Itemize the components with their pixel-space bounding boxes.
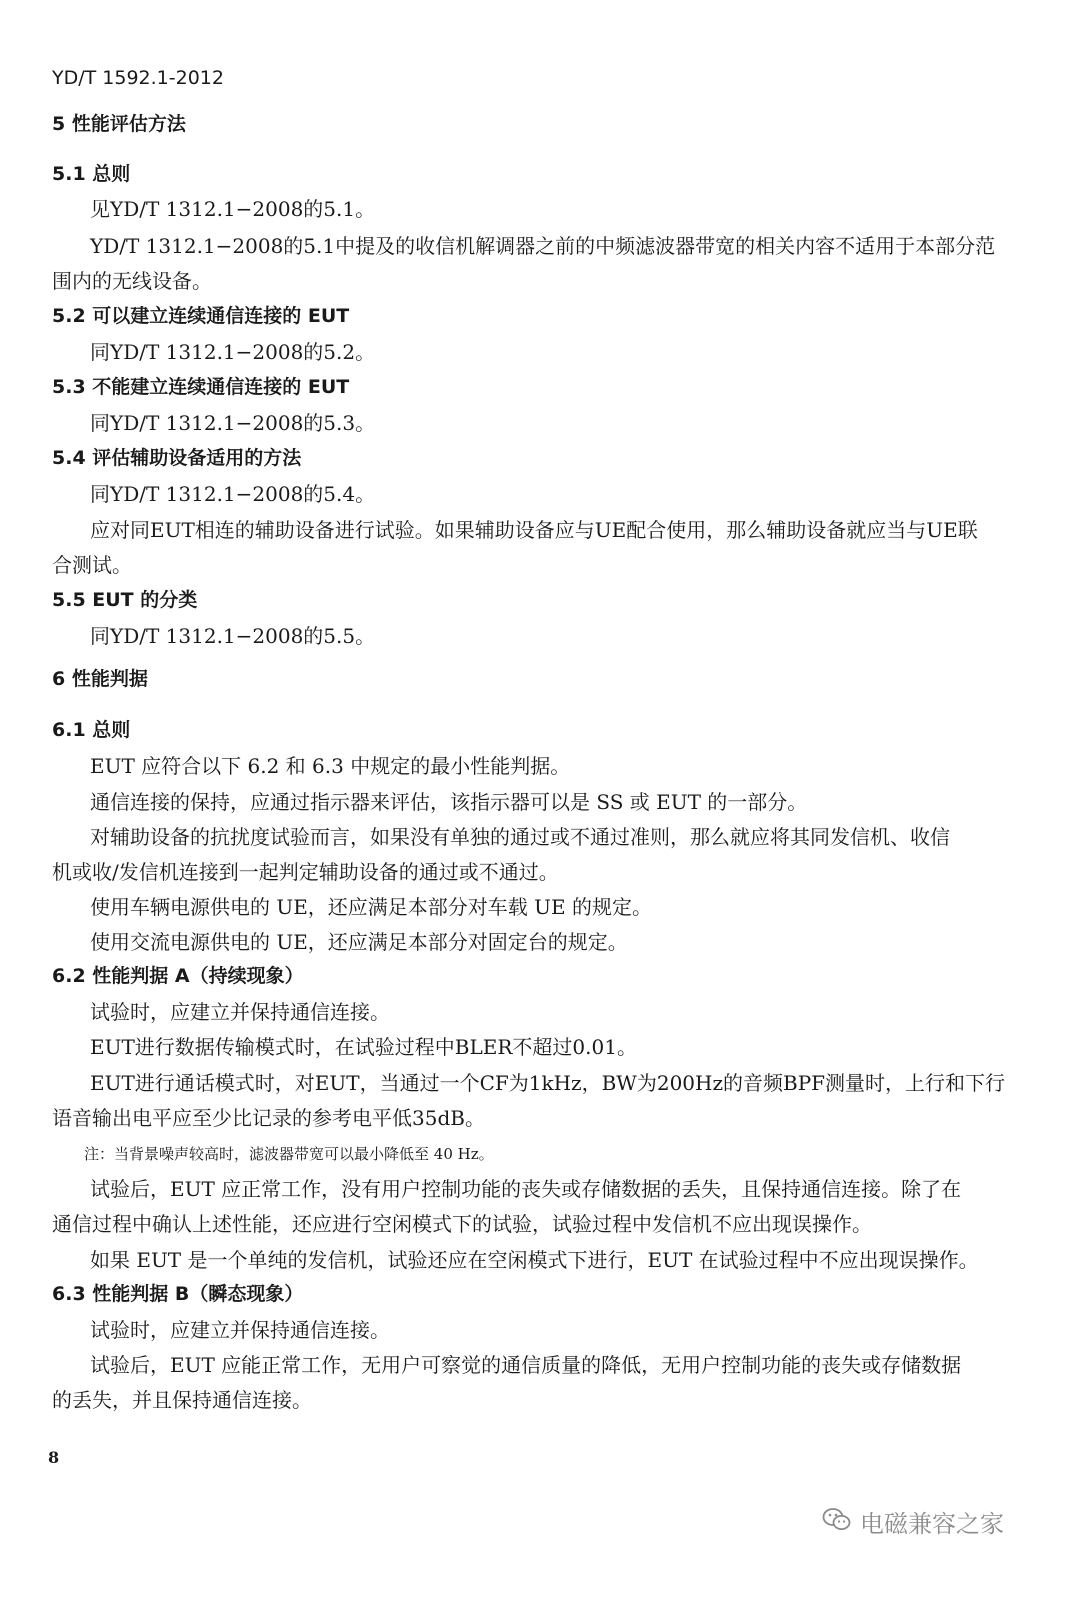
section-heading: 5 性能评估方法	[52, 113, 186, 135]
paragraph-line: 试验时，应建立并保持通信连接。	[90, 1000, 390, 1024]
page-number: 8	[48, 1448, 60, 1467]
paragraph-line: 使用车辆电源供电的 UE，还应满足本部分对车载 UE 的规定。	[90, 895, 652, 919]
paragraph-line: 合测试。	[52, 553, 132, 577]
paragraph-line: 应对同EUT相连的辅助设备进行试验。如果辅助设备应与UE配合使用，那么辅助设备就应当与UE联	[90, 518, 978, 542]
subsection-heading: 5.2 可以建立连续通信连接的 EUT	[52, 305, 350, 327]
paragraph-line: 如果 EUT 是一个单纯的发信机，试验还应在空闲模式下进行，EUT 在试验过程中不应出现误操作。	[90, 1248, 979, 1272]
paragraph-line: 同YD/T 1312.1−2008的5.5。	[90, 624, 376, 648]
paragraph-line: YD/T 1312.1−2008的5.1中提及的收信机解调器之前的中频滤波器带宽的相关内容不适用于本部分范	[90, 234, 996, 258]
subsection-heading: 5.4 评估辅助设备适用的方法	[52, 447, 302, 469]
watermark	[822, 1504, 1004, 1539]
paragraph-line: EUT进行数据传输模式时，在试验过程中BLER不超过0.01。	[90, 1035, 637, 1059]
paragraph-line: 围内的无线设备。	[52, 269, 212, 293]
paragraph-line: 见YD/T 1312.1−2008的5.1。	[90, 197, 376, 221]
paragraph-line: EUT 应符合以下 6.2 和 6.3 中规定的最小性能判据。	[90, 754, 571, 778]
paragraph-line: 机或收/发信机连接到一起判定辅助设备的通过或不通过。	[52, 860, 559, 884]
subsection-heading: 5.1 总则	[52, 163, 131, 185]
paragraph-line: 同YD/T 1312.1−2008的5.3。	[90, 411, 376, 435]
paragraph-line: EUT进行通话模式时，对EUT，当通过一个CF为1kHz，BW为200Hz的音频BPF测量时，上行和下行	[90, 1071, 1006, 1095]
paragraph-line: 使用交流电源供电的 UE，还应满足本部分对固定台的规定。	[90, 930, 628, 954]
paragraph-line: 同YD/T 1312.1−2008的5.4。	[90, 482, 376, 506]
subsection-heading: 5.3 不能建立连续通信连接的 EUT	[52, 376, 350, 398]
paragraph-line: 通信连接的保持，应通过指示器来评估，该指示器可以是 SS 或 EUT 的一部分。	[90, 790, 808, 814]
watermark-text: 电磁兼容之家	[860, 1510, 1004, 1538]
subsection-heading: 6.2 性能判据 A（持续现象）	[52, 965, 304, 987]
note-line: 注：当背景噪声较高时，滤波器带宽可以最小降低至 40 Hz。	[84, 1145, 494, 1163]
paragraph-line: 试验后，EUT 应能正常工作，无用户可察觉的通信质量的降低，无用户控制功能的丧失或存储数据	[90, 1353, 962, 1377]
section-heading: 6 性能判据	[52, 668, 148, 690]
wechat-icon	[822, 1507, 852, 1537]
standard-number: YD/T 1592.1-2012	[52, 67, 224, 89]
subsection-heading: 6.3 性能判据 B（瞬态现象）	[52, 1283, 304, 1305]
paragraph-line: 试验后，EUT 应正常工作，没有用户控制功能的丧失或存储数据的丢失，且保持通信连接。除了在	[90, 1177, 962, 1201]
paragraph-line: 同YD/T 1312.1−2008的5.2。	[90, 340, 376, 364]
paragraph-line: 语音输出电平应至少比记录的参考电平低35dB。	[52, 1106, 485, 1130]
subsection-heading: 5.5 EUT 的分类	[52, 589, 198, 611]
paragraph-line: 试验时，应建立并保持通信连接。	[90, 1318, 390, 1342]
paragraph-line: 的丢失，并且保持通信连接。	[52, 1388, 312, 1412]
paragraph-line: 对辅助设备的抗扰度试验而言，如果没有单独的通过或不通过准则，那么就应将其同发信机、收信	[90, 825, 950, 849]
subsection-heading: 6.1 总则	[52, 719, 131, 741]
paragraph-line: 通信过程中确认上述性能，还应进行空闲模式下的试验，试验过程中发信机不应出现误操作。	[52, 1212, 872, 1236]
